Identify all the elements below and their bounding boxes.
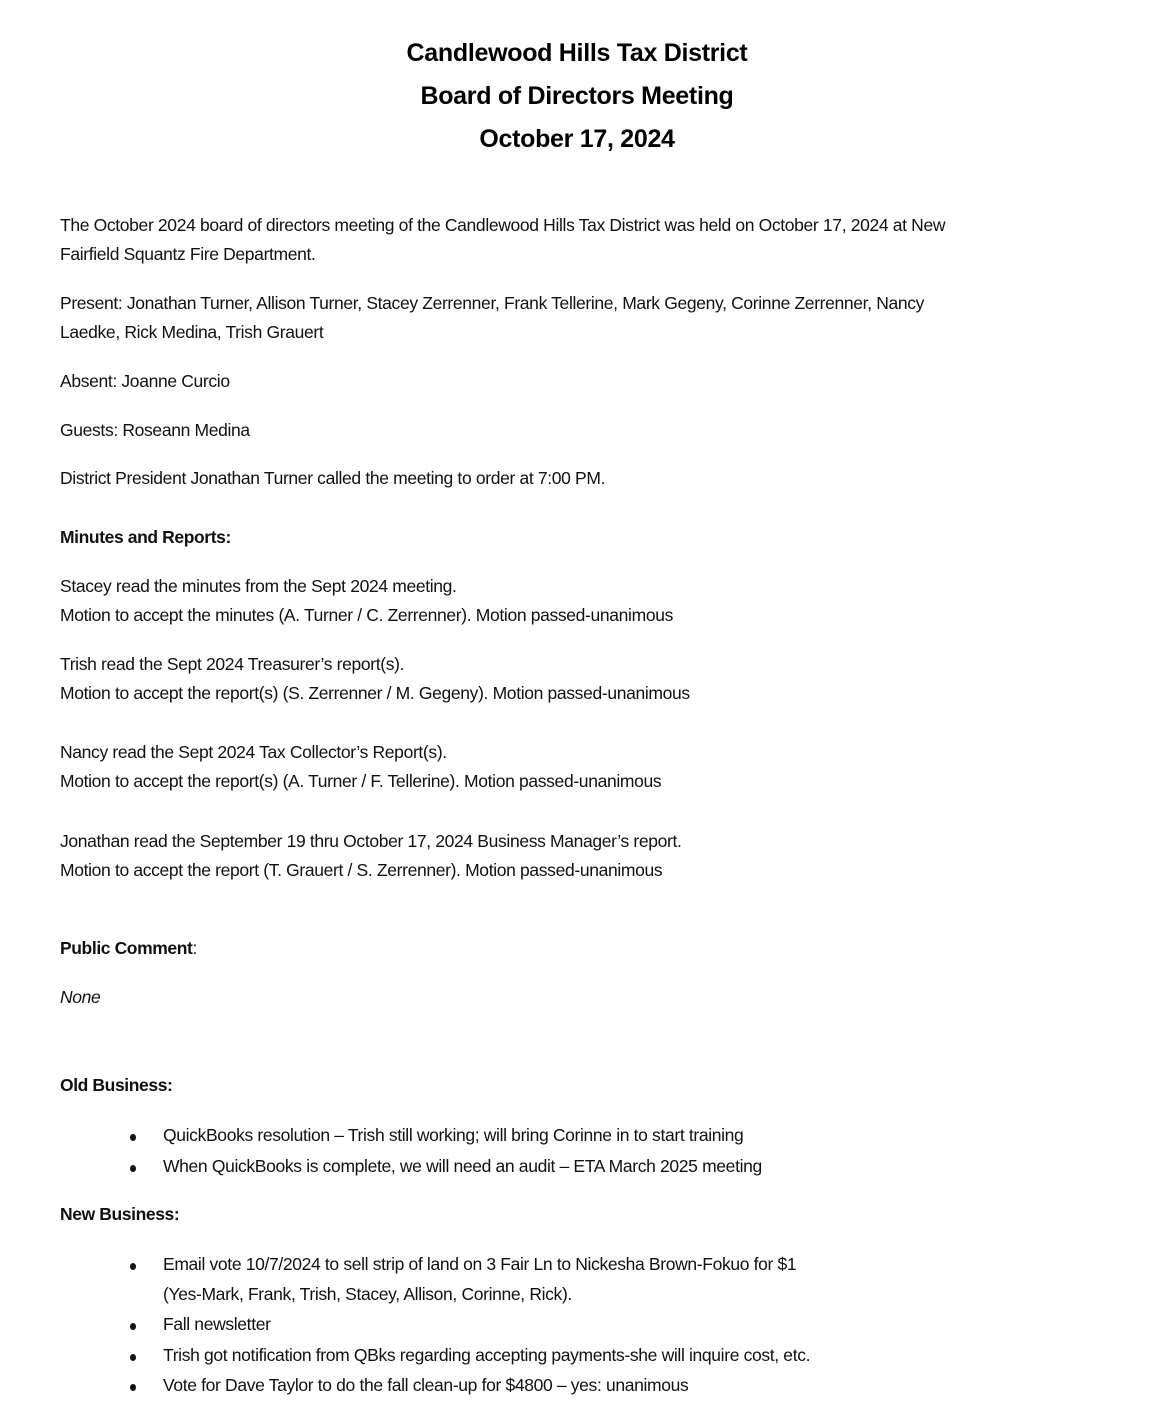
motion-accept-minutes: Motion to accept the minutes (A. Turner / C. Zerrenner). Motion passed-unanimous <box>60 605 673 625</box>
document-title-date: October 17, 2024 <box>479 125 675 153</box>
public-comment-label: Public Comment <box>60 938 193 958</box>
section-heading-public-comment <box>60 938 197 959</box>
intro-paragraph-line-2: Fairfield Squantz Fire Department. <box>60 244 316 264</box>
bullet-icon <box>130 1263 136 1270</box>
guests-list: Guests: Roseann Medina <box>60 420 250 440</box>
new-business-item-line-2: (Yes-Mark, Frank, Trish, Stacey, Allison, Corinne, Rick). <box>163 1284 572 1304</box>
present-list-line-1: Present: Jonathan Turner, Allison Turner, Stacey Zerrenner, Frank Tellerine, Mark Gegeny, Corinne Zerrenner, Nancy <box>60 293 925 313</box>
new-business-item: Trish got notification from QBks regarding accepting payments-she will inquire cost, etc. <box>163 1345 811 1365</box>
bullet-icon <box>130 1165 136 1172</box>
bullet-icon <box>130 1134 136 1141</box>
motion-accept-business-manager: Motion to accept the report (T. Grauert / S. Zerrenner). Motion passed-unanimous <box>60 860 663 880</box>
report-read-treasurer: Trish read the Sept 2024 Treasurer’s report(s). <box>60 654 405 674</box>
bullet-icon <box>130 1384 136 1391</box>
motion-accept-treasurer: Motion to accept the report(s) (S. Zerrenner / M. Gegeny). Motion passed-unanimous <box>60 683 690 703</box>
bullet-icon <box>130 1323 136 1330</box>
bullet-icon <box>130 1354 136 1361</box>
section-heading-old-business: Old Business: <box>60 1075 173 1095</box>
section-heading-minutes-reports: Minutes and Reports: <box>60 527 231 547</box>
motion-accept-tax-collector: Motion to accept the report(s) (A. Turner / F. Tellerine). Motion passed-unanimous <box>60 771 662 791</box>
old-business-item: When QuickBooks is complete, we will need an audit – ETA March 2025 meeting <box>163 1156 762 1176</box>
section-heading-new-business: New Business: <box>60 1204 180 1224</box>
old-business-item: QuickBooks resolution – Trish still working; will bring Corinne in to start training <box>163 1125 744 1145</box>
public-comment-colon: : <box>192 938 197 958</box>
document-title-district: Candlewood Hills Tax District <box>406 39 748 67</box>
document-title-meeting: Board of Directors Meeting <box>420 82 734 110</box>
public-comment-body: None <box>60 987 101 1007</box>
absent-list: Absent: Joanne Curcio <box>60 371 230 391</box>
report-read-business-manager: Jonathan read the September 19 thru October 17, 2024 Business Manager’s report. <box>60 831 682 851</box>
report-read-minutes: Stacey read the minutes from the Sept 2024 meeting. <box>60 576 457 596</box>
new-business-item-line-1: Email vote 10/7/2024 to sell strip of land on 3 Fair Ln to Nickesha Brown-Fokuo for $1 <box>163 1254 797 1274</box>
new-business-item: Fall newsletter <box>163 1314 271 1334</box>
call-to-order: District President Jonathan Turner called the meeting to order at 7:00 PM. <box>60 468 606 488</box>
report-read-tax-collector: Nancy read the Sept 2024 Tax Collector’s Report(s). <box>60 742 447 762</box>
new-business-item: Vote for Dave Taylor to do the fall clean-up for $4800 – yes: unanimous <box>163 1375 689 1395</box>
present-list-line-2: Laedke, Rick Medina, Trish Grauert <box>60 322 324 342</box>
intro-paragraph-line-1: The October 2024 board of directors meeting of the Candlewood Hills Tax District was held on October 17, 2024 at New <box>60 215 946 235</box>
